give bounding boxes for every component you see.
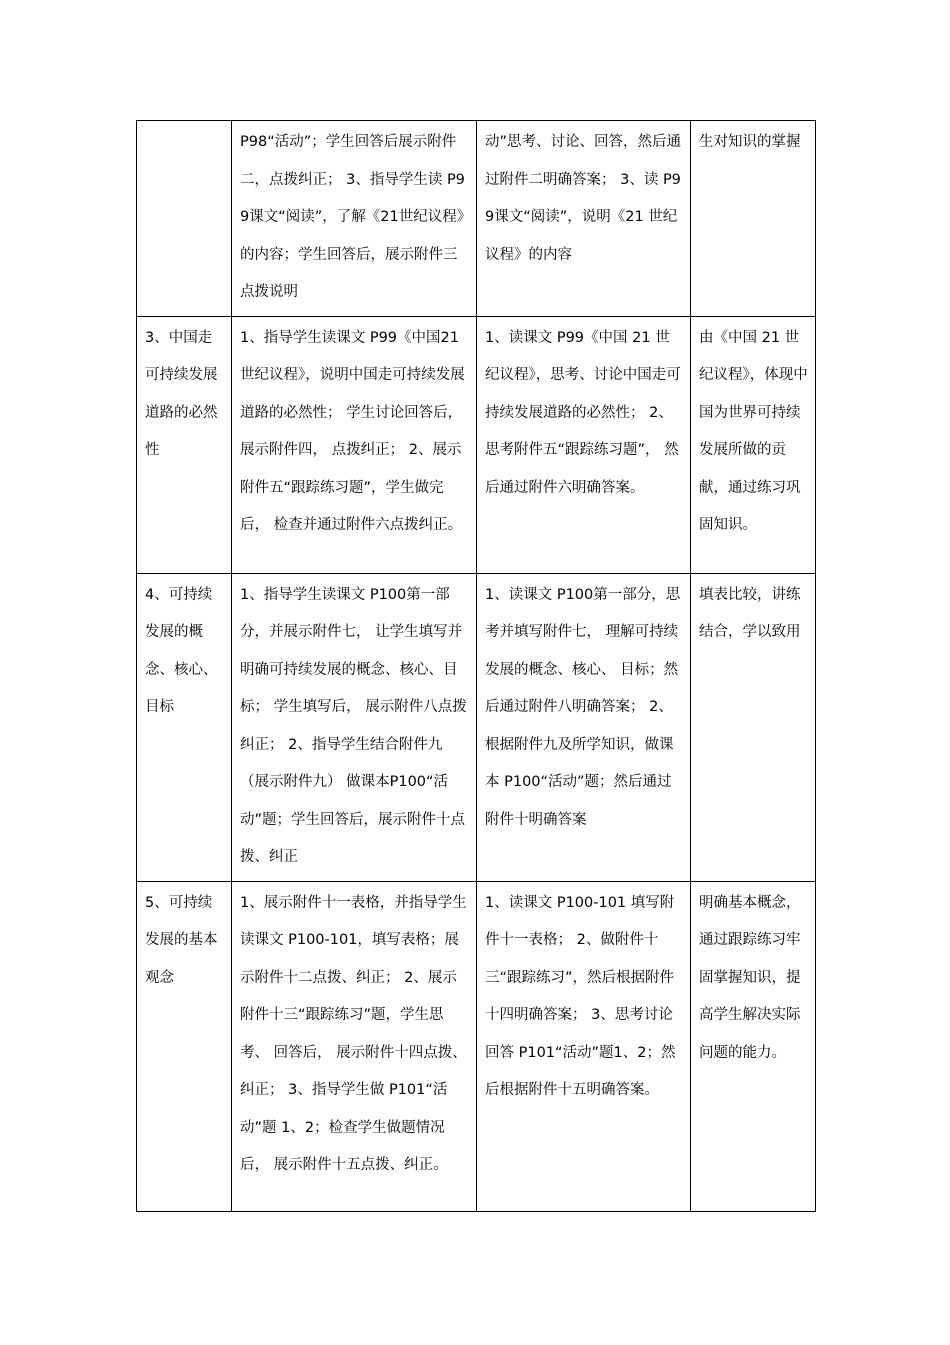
student-activity-cell: 1、读课文 P100第一部分，思考并填写附件七， 理解可持续发展的概念、核心、 目标；然后通过附件八明确答案； 2、根据附件九及所学知识，做课本 P100“活动”题；然后通过附件十明确答案: [477, 573, 691, 881]
design-intent-cell: 由《中国 21 世纪议程》，体现中国为世界可持续发展所做的贡献，通过练习巩固知识。: [691, 316, 816, 573]
topic-cell: 4、可持续发展的概念、核心、目标: [137, 573, 232, 881]
design-intent-cell: 填表比较，讲练结合，学以致用: [691, 573, 816, 881]
topic-cell: 5、可持续发展的基本观念: [137, 881, 232, 1211]
table-row: [137, 881, 816, 1211]
table-row: [137, 316, 816, 573]
table-row: [137, 573, 816, 881]
topic-cell: [137, 121, 232, 317]
student-activity-cell: 1、读课文 P100-101 填写附件十一表格； 2、做附件十三“跟踪练习”，然后根据附件十四明确答案； 3、思考讨论回答 P101“活动”题1、2；然后根据附件十五明确答案。: [477, 881, 691, 1211]
teacher-activity-cell: 1、展示附件十一表格，并指导学生读课文 P100-101，填写表格；展示附件十二点拨、纠正； 2、展示附件十三“跟踪练习”题，学生思考、 回答后， 展示附件十四点拨、纠正； 3、指导学生做 P101“活动”题 1、2；检查学生做题情况后， 展示附件十五点拨、纠正。: [232, 881, 477, 1211]
teacher-activity-cell: 1、指导学生读课文 P100第一部分，并展示附件七， 让学生填写并明确可持续发展的概念、核心、目标； 学生填写后， 展示附件八点拨纠正； 2、指导学生结合附件九（展示附件九） 做课本P100“活动”题；学生回答后，展示附件十点拨、纠正: [232, 573, 477, 881]
topic-cell: 3、中国走可持续发展道路的必然性: [137, 316, 232, 573]
teacher-activity-cell: P98“活动”；学生回答后展示附件二，点拨纠正； 3、指导学生读 P99课文“阅读”，了解《21世纪议程》的内容；学生回答后，展示附件三点拨说明: [232, 121, 477, 317]
lesson-plan-table: [136, 120, 816, 1212]
design-intent-cell: 明确基本概念，通过跟踪练习牢固掌握知识，提高学生解决实际问题的能力。: [691, 881, 816, 1211]
design-intent-cell: 生对知识的掌握: [691, 121, 816, 317]
table-row: [137, 121, 816, 317]
teacher-activity-cell: 1、指导学生读课文 P99《中国21世纪议程》，说明中国走可持续发展道路的必然性； 学生讨论回答后， 展示附件四， 点拨纠正； 2、展示附件五“跟踪练习题”，学生做完后， 检查并通过附件六点拨纠正。: [232, 316, 477, 573]
student-activity-cell: 动”思考、讨论、回答，然后通过附件二明确答案； 3、读 P99课文“阅读”，说明《21 世纪议程》的内容: [477, 121, 691, 317]
student-activity-cell: 1、读课文 P99《中国 21 世纪议程》，思考、讨论中国走可持续发展道路的必然性； 2、思考附件五“跟踪练习题”， 然后通过附件六明确答案。: [477, 316, 691, 573]
